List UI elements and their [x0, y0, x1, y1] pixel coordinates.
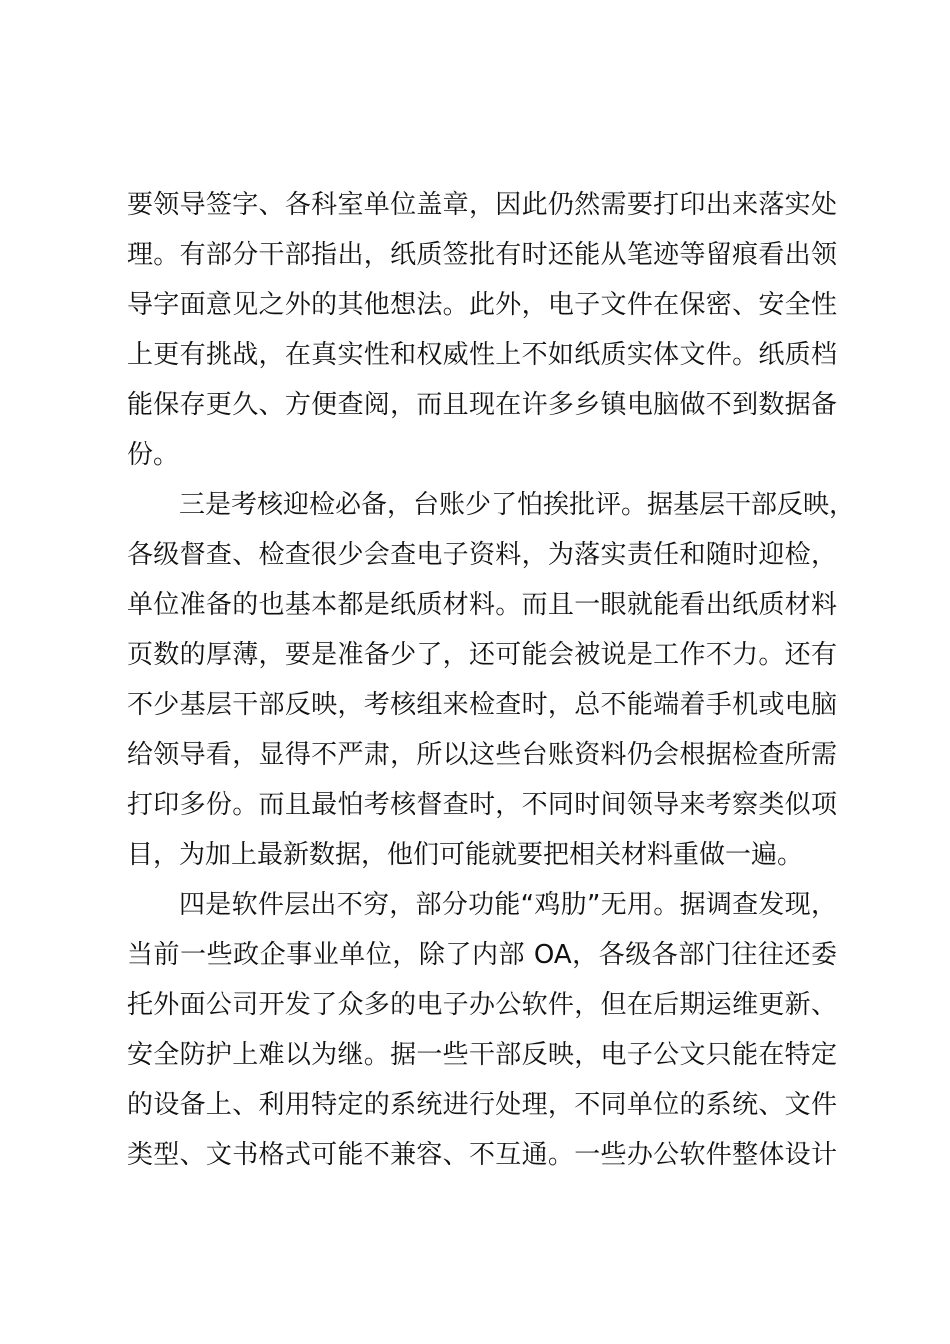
text-line: 给领导看，显得不严肃，所以这些台账资料仍会根据检查所需: [127, 740, 837, 770]
text-line: 四是软件层出不穷，部分功能“鸡肋”无用。据调查发现，: [179, 890, 837, 920]
text-line: 当前一些政企事业单位，除了内部 OA，各级各部门往往还委: [127, 940, 837, 970]
text-line: 要领导签字、各科室单位盖章，因此仍然需要打印出来落实处: [127, 190, 837, 220]
text-line: 单位准备的也基本都是纸质材料。而且一眼就能看出纸质材料: [127, 590, 837, 620]
text-line: 不少基层干部反映，考核组来检查时，总不能端着手机或电脑: [127, 690, 837, 720]
body-text: [127, 180, 856, 1180]
paragraph-3: [127, 880, 837, 1180]
paragraph-2: [127, 480, 856, 880]
text-line: 托外面公司开发了众多的电子办公软件，但在后期运维更新、: [127, 990, 837, 1020]
text-line: 目，为加上最新数据，他们可能就要把相关材料重做一遍。: [127, 840, 804, 870]
text-line: 安全防护上难以为继。据一些干部反映，电子公文只能在特定: [127, 1040, 837, 1070]
text-line: 各级督查、检查很少会查电子资料，为落实责任和随时迎检，: [127, 540, 837, 570]
text-line: 上更有挑战，在真实性和权威性上不如纸质实体文件。纸质档: [127, 340, 837, 370]
text-line: 三是考核迎检必备，台账少了怕挨批评。据基层干部反映，: [179, 490, 856, 520]
text-line: 理。有部分干部指出，纸质签批有时还能从笔迹等留痕看出领: [127, 240, 837, 270]
text-line: 导字面意见之外的其他想法。此外，电子文件在保密、安全性: [127, 290, 837, 320]
text-line: 能保存更久、方便查阅，而且现在许多乡镇电脑做不到数据备: [127, 390, 837, 420]
text-line: 份。: [127, 440, 180, 470]
text-line: 类型、文书格式可能不兼容、不互通。一些办公软件整体设计: [127, 1140, 837, 1170]
text-line: 页数的厚薄，要是准备少了，还可能会被说是工作不力。还有: [127, 640, 837, 670]
paragraph-1: [127, 180, 837, 480]
text-line: 的设备上、利用特定的系统进行处理，不同单位的系统、文件: [127, 1090, 837, 1120]
text-line: 打印多份。而且最怕考核督查时，不同时间领导来考察类似项: [127, 790, 837, 820]
